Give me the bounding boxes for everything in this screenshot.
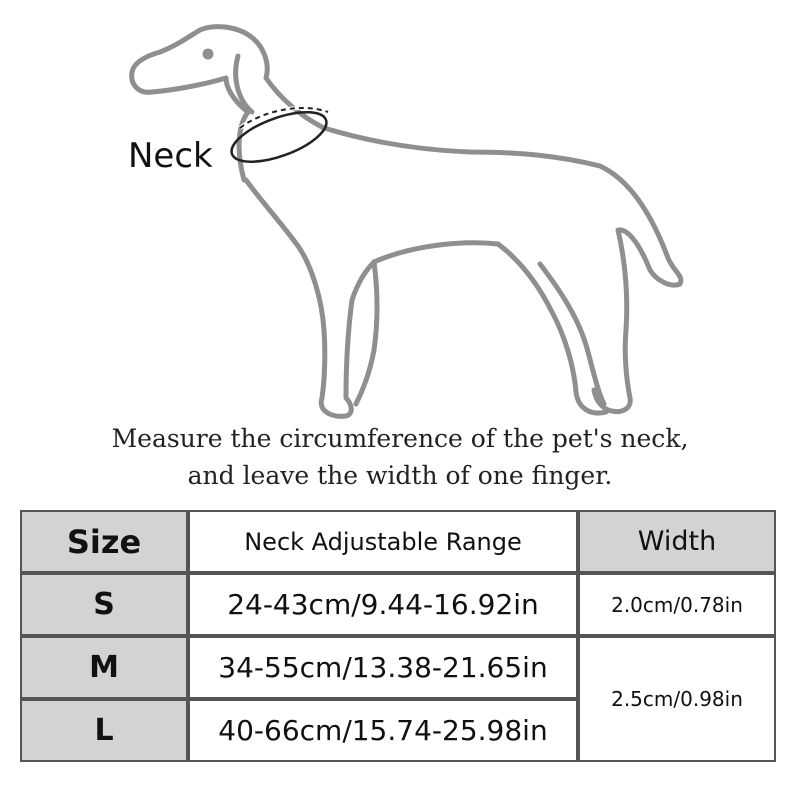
neck-measure-ring — [226, 102, 333, 172]
header-size: Size — [20, 510, 188, 573]
header-neck-range: Neck Adjustable Range — [188, 510, 578, 573]
range-cell-s: 24-43cm/9.44-16.92in — [188, 573, 578, 636]
neck-label: Neck — [128, 136, 213, 176]
range-cell-l: 40-66cm/15.74-25.98in — [188, 699, 578, 762]
size-cell-l: L — [20, 699, 188, 762]
instruction-line-1: Measure the circumference of the pet's neck, — [111, 424, 689, 453]
width-cell-m-l: 2.5cm/0.98in — [578, 636, 776, 762]
size-chart-table — [20, 510, 776, 762]
size-cell-s: S — [20, 573, 188, 636]
header-width: Width — [578, 510, 776, 573]
width-cell-s: 2.0cm/0.78in — [578, 573, 776, 636]
size-cell-m: M — [20, 636, 188, 699]
range-cell-m: 34-55cm/13.38-21.65in — [188, 636, 578, 699]
instruction-line-2: and leave the width of one finger. — [187, 461, 613, 490]
